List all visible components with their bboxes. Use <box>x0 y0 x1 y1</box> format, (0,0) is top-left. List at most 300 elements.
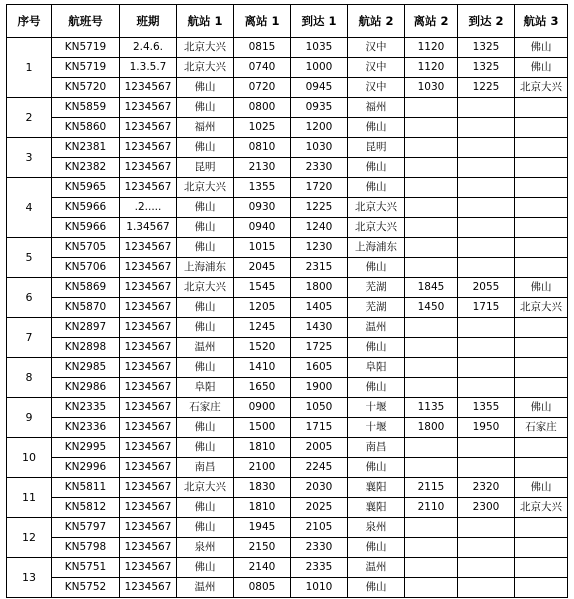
depart-2-cell: 1845 <box>405 278 458 298</box>
schedule-days-cell: 1234567 <box>120 278 177 298</box>
arrive-2-cell <box>458 338 515 358</box>
arrive-2-cell <box>458 538 515 558</box>
flight-number-cell: KN2995 <box>52 438 120 458</box>
depart-1-cell: 2150 <box>234 538 291 558</box>
table-row <box>7 138 568 158</box>
station-1-cell: 北京大兴 <box>177 478 234 498</box>
schedule-days-cell: 1234567 <box>120 378 177 398</box>
flight-number-cell: KN5965 <box>52 178 120 198</box>
header-station-1: 航站 1 <box>177 5 234 38</box>
station-2-cell: 佛山 <box>348 578 405 598</box>
header-station-2: 航站 2 <box>348 5 405 38</box>
schedule-days-cell: 1234567 <box>120 298 177 318</box>
header-depart-1: 离站 1 <box>234 5 291 38</box>
depart-2-cell <box>405 198 458 218</box>
station-2-cell: 汉中 <box>348 58 405 78</box>
depart-2-cell <box>405 238 458 258</box>
station-3-cell <box>515 198 568 218</box>
depart-2-cell <box>405 178 458 198</box>
arrive-1-cell: 1010 <box>291 578 348 598</box>
arrive-1-cell: 2025 <box>291 498 348 518</box>
station-3-cell <box>515 518 568 538</box>
arrive-2-cell <box>458 458 515 478</box>
flight-number-cell: KN5719 <box>52 38 120 58</box>
station-3-cell <box>515 98 568 118</box>
station-3-cell: 北京大兴 <box>515 78 568 98</box>
station-3-cell: 佛山 <box>515 38 568 58</box>
arrive-2-cell: 1355 <box>458 398 515 418</box>
depart-1-cell: 1015 <box>234 238 291 258</box>
station-2-cell: 佛山 <box>348 158 405 178</box>
table-row <box>7 178 568 198</box>
station-3-cell <box>515 158 568 178</box>
schedule-days-cell: 1234567 <box>120 358 177 378</box>
depart-2-cell: 1120 <box>405 38 458 58</box>
schedule-days-cell: 1234567 <box>120 438 177 458</box>
header-schedule-days: 班期 <box>120 5 177 38</box>
station-2-cell: 温州 <box>348 318 405 338</box>
station-2-cell: 佛山 <box>348 378 405 398</box>
table-row <box>7 278 568 298</box>
arrive-1-cell: 1230 <box>291 238 348 258</box>
arrive-1-cell: 1800 <box>291 278 348 298</box>
depart-1-cell: 2045 <box>234 258 291 278</box>
station-1-cell: 北京大兴 <box>177 38 234 58</box>
table-row <box>7 198 568 218</box>
station-3-cell <box>515 578 568 598</box>
arrive-1-cell: 1030 <box>291 138 348 158</box>
table-row <box>7 498 568 518</box>
station-3-cell <box>515 238 568 258</box>
depart-1-cell: 0805 <box>234 578 291 598</box>
schedule-days-cell: 1234567 <box>120 98 177 118</box>
flight-number-cell: KN5752 <box>52 578 120 598</box>
schedule-days-cell: 1234567 <box>120 238 177 258</box>
station-3-cell: 佛山 <box>515 58 568 78</box>
arrive-1-cell: 1000 <box>291 58 348 78</box>
station-3-cell <box>515 338 568 358</box>
arrive-1-cell: 0935 <box>291 98 348 118</box>
arrive-2-cell: 1950 <box>458 418 515 438</box>
station-2-cell: 佛山 <box>348 118 405 138</box>
table-row <box>7 58 568 78</box>
station-3-cell: 北京大兴 <box>515 498 568 518</box>
depart-1-cell: 0720 <box>234 78 291 98</box>
arrive-2-cell <box>458 178 515 198</box>
arrive-1-cell: 1715 <box>291 418 348 438</box>
station-2-cell: 汉中 <box>348 78 405 98</box>
station-3-cell: 石家庄 <box>515 418 568 438</box>
flight-number-cell: KN2996 <box>52 458 120 478</box>
table-row <box>7 118 568 138</box>
depart-1-cell: 1245 <box>234 318 291 338</box>
schedule-days-cell: 1234567 <box>120 518 177 538</box>
arrive-2-cell <box>458 558 515 578</box>
depart-1-cell: 1410 <box>234 358 291 378</box>
table-row <box>7 378 568 398</box>
depart-1-cell: 1545 <box>234 278 291 298</box>
station-3-cell <box>515 458 568 478</box>
depart-2-cell <box>405 558 458 578</box>
flight-number-cell: KN5812 <box>52 498 120 518</box>
arrive-2-cell <box>458 118 515 138</box>
station-2-cell: 佛山 <box>348 458 405 478</box>
table-body <box>7 38 568 598</box>
flight-number-cell: KN2336 <box>52 418 120 438</box>
arrive-1-cell: 1050 <box>291 398 348 418</box>
arrive-1-cell: 2330 <box>291 538 348 558</box>
arrive-1-cell: 1405 <box>291 298 348 318</box>
flight-number-cell: KN5719 <box>52 58 120 78</box>
arrive-2-cell <box>458 258 515 278</box>
station-2-cell: 十堰 <box>348 418 405 438</box>
station-1-cell: 佛山 <box>177 98 234 118</box>
flight-number-cell: KN5870 <box>52 298 120 318</box>
station-3-cell <box>515 538 568 558</box>
station-1-cell: 温州 <box>177 338 234 358</box>
arrive-2-cell <box>458 218 515 238</box>
station-1-cell: 佛山 <box>177 358 234 378</box>
station-3-cell <box>515 318 568 338</box>
station-3-cell: 佛山 <box>515 478 568 498</box>
depart-1-cell: 0930 <box>234 198 291 218</box>
station-2-cell: 北京大兴 <box>348 218 405 238</box>
station-1-cell: 阜阳 <box>177 378 234 398</box>
station-2-cell: 襄阳 <box>348 478 405 498</box>
arrive-2-cell <box>458 518 515 538</box>
table-row <box>7 578 568 598</box>
table-row <box>7 258 568 278</box>
station-1-cell: 泉州 <box>177 538 234 558</box>
flight-number-cell: KN2897 <box>52 318 120 338</box>
depart-2-cell: 1135 <box>405 398 458 418</box>
station-1-cell: 上海浦东 <box>177 258 234 278</box>
arrive-2-cell <box>458 158 515 178</box>
arrive-2-cell <box>458 358 515 378</box>
depart-2-cell <box>405 438 458 458</box>
station-3-cell <box>515 218 568 238</box>
flight-number-cell: KN5720 <box>52 78 120 98</box>
station-1-cell: 佛山 <box>177 558 234 578</box>
depart-1-cell: 1810 <box>234 498 291 518</box>
station-3-cell <box>515 358 568 378</box>
arrive-2-cell: 2055 <box>458 278 515 298</box>
arrive-1-cell: 1725 <box>291 338 348 358</box>
station-2-cell: 襄阳 <box>348 498 405 518</box>
group-index-cell: 13 <box>7 558 52 598</box>
schedule-days-cell: 2.4.6. <box>120 38 177 58</box>
station-3-cell <box>515 558 568 578</box>
depart-1-cell: 1500 <box>234 418 291 438</box>
table-row <box>7 38 568 58</box>
group-index-cell: 10 <box>7 438 52 478</box>
schedule-days-cell: 1234567 <box>120 78 177 98</box>
arrive-2-cell: 1325 <box>458 38 515 58</box>
station-2-cell: 泉州 <box>348 518 405 538</box>
depart-1-cell: 0800 <box>234 98 291 118</box>
arrive-2-cell <box>458 198 515 218</box>
depart-2-cell <box>405 378 458 398</box>
depart-2-cell <box>405 518 458 538</box>
schedule-days-cell: 1234567 <box>120 158 177 178</box>
flight-number-cell: KN5798 <box>52 538 120 558</box>
station-1-cell: 佛山 <box>177 218 234 238</box>
table-row <box>7 358 568 378</box>
arrive-2-cell: 1325 <box>458 58 515 78</box>
station-2-cell: 佛山 <box>348 338 405 358</box>
arrive-1-cell: 2335 <box>291 558 348 578</box>
depart-1-cell: 0810 <box>234 138 291 158</box>
schedule-days-cell: 1234567 <box>120 558 177 578</box>
arrive-2-cell <box>458 238 515 258</box>
station-3-cell <box>515 378 568 398</box>
depart-2-cell <box>405 458 458 478</box>
station-2-cell: 佛山 <box>348 538 405 558</box>
station-1-cell: 北京大兴 <box>177 58 234 78</box>
depart-1-cell: 1810 <box>234 438 291 458</box>
group-index-cell: 5 <box>7 238 52 278</box>
group-index-cell: 2 <box>7 98 52 138</box>
arrive-2-cell <box>458 98 515 118</box>
group-index-cell: 12 <box>7 518 52 558</box>
station-2-cell: 北京大兴 <box>348 198 405 218</box>
arrive-1-cell: 1240 <box>291 218 348 238</box>
arrive-2-cell <box>458 438 515 458</box>
arrive-2-cell: 1225 <box>458 78 515 98</box>
station-1-cell: 石家庄 <box>177 398 234 418</box>
depart-2-cell <box>405 258 458 278</box>
depart-1-cell: 0900 <box>234 398 291 418</box>
arrive-1-cell: 1225 <box>291 198 348 218</box>
table-row <box>7 298 568 318</box>
depart-1-cell: 1945 <box>234 518 291 538</box>
depart-1-cell: 2140 <box>234 558 291 578</box>
arrive-1-cell: 1900 <box>291 378 348 398</box>
table-row <box>7 338 568 358</box>
depart-2-cell <box>405 118 458 138</box>
station-1-cell: 佛山 <box>177 298 234 318</box>
arrive-2-cell <box>458 378 515 398</box>
arrive-1-cell: 1430 <box>291 318 348 338</box>
arrive-1-cell: 2245 <box>291 458 348 478</box>
flight-number-cell: KN5966 <box>52 198 120 218</box>
table-row <box>7 418 568 438</box>
table-row <box>7 238 568 258</box>
depart-2-cell <box>405 158 458 178</box>
station-3-cell: 佛山 <box>515 398 568 418</box>
arrive-2-cell: 2300 <box>458 498 515 518</box>
station-1-cell: 北京大兴 <box>177 178 234 198</box>
station-1-cell: 佛山 <box>177 438 234 458</box>
station-3-cell <box>515 138 568 158</box>
depart-1-cell: 0940 <box>234 218 291 238</box>
arrive-1-cell: 2005 <box>291 438 348 458</box>
flight-number-cell: KN2985 <box>52 358 120 378</box>
depart-1-cell: 1650 <box>234 378 291 398</box>
table-row <box>7 458 568 478</box>
schedule-days-cell: 1234567 <box>120 118 177 138</box>
flight-number-cell: KN5751 <box>52 558 120 578</box>
schedule-days-cell: 1234567 <box>120 458 177 478</box>
depart-2-cell: 1800 <box>405 418 458 438</box>
station-3-cell <box>515 258 568 278</box>
depart-1-cell: 1205 <box>234 298 291 318</box>
depart-2-cell: 2115 <box>405 478 458 498</box>
schedule-days-cell: 1234567 <box>120 478 177 498</box>
group-index-cell: 8 <box>7 358 52 398</box>
station-1-cell: 佛山 <box>177 78 234 98</box>
station-1-cell: 福州 <box>177 118 234 138</box>
schedule-days-cell: 1.3.5.7 <box>120 58 177 78</box>
group-index-cell: 1 <box>7 38 52 98</box>
flight-number-cell: KN5859 <box>52 98 120 118</box>
arrive-2-cell <box>458 138 515 158</box>
header-row <box>7 5 568 38</box>
flight-number-cell: KN5869 <box>52 278 120 298</box>
arrive-1-cell: 2315 <box>291 258 348 278</box>
depart-2-cell <box>405 318 458 338</box>
schedule-days-cell: .2..... <box>120 198 177 218</box>
depart-1-cell: 1830 <box>234 478 291 498</box>
schedule-days-cell: 1234567 <box>120 178 177 198</box>
schedule-days-cell: 1234567 <box>120 258 177 278</box>
depart-2-cell: 2110 <box>405 498 458 518</box>
station-3-cell <box>515 118 568 138</box>
station-2-cell: 上海浦东 <box>348 238 405 258</box>
station-2-cell: 芜湖 <box>348 298 405 318</box>
group-index-cell: 3 <box>7 138 52 178</box>
depart-2-cell <box>405 138 458 158</box>
arrive-1-cell: 1605 <box>291 358 348 378</box>
arrive-1-cell: 0945 <box>291 78 348 98</box>
arrive-1-cell: 1035 <box>291 38 348 58</box>
header-arrive-1: 到达 1 <box>291 5 348 38</box>
station-2-cell: 昆明 <box>348 138 405 158</box>
table-row <box>7 558 568 578</box>
table-row <box>7 478 568 498</box>
flight-number-cell: KN2986 <box>52 378 120 398</box>
table-row <box>7 538 568 558</box>
header-station-3: 航站 3 <box>515 5 568 38</box>
header-flight-number: 航班号 <box>52 5 120 38</box>
arrive-1-cell: 1200 <box>291 118 348 138</box>
flight-number-cell: KN2381 <box>52 138 120 158</box>
depart-2-cell: 1030 <box>405 78 458 98</box>
depart-2-cell <box>405 338 458 358</box>
depart-1-cell: 2130 <box>234 158 291 178</box>
schedule-days-cell: 1234567 <box>120 538 177 558</box>
station-1-cell: 佛山 <box>177 418 234 438</box>
group-index-cell: 11 <box>7 478 52 518</box>
group-index-cell: 6 <box>7 278 52 318</box>
schedule-days-cell: 1234567 <box>120 138 177 158</box>
depart-1-cell: 1355 <box>234 178 291 198</box>
schedule-days-cell: 1234567 <box>120 398 177 418</box>
arrive-1-cell: 2330 <box>291 158 348 178</box>
table-row <box>7 318 568 338</box>
arrive-1-cell: 2105 <box>291 518 348 538</box>
schedule-days-cell: 1234567 <box>120 338 177 358</box>
station-1-cell: 佛山 <box>177 238 234 258</box>
schedule-days-cell: 1234567 <box>120 318 177 338</box>
table-row <box>7 518 568 538</box>
station-1-cell: 佛山 <box>177 198 234 218</box>
table-row <box>7 98 568 118</box>
schedule-days-cell: 1.34567 <box>120 218 177 238</box>
flight-number-cell: KN5811 <box>52 478 120 498</box>
station-2-cell: 温州 <box>348 558 405 578</box>
header-index: 序号 <box>7 5 52 38</box>
arrive-2-cell: 1715 <box>458 298 515 318</box>
depart-1-cell: 2100 <box>234 458 291 478</box>
depart-1-cell: 0740 <box>234 58 291 78</box>
station-3-cell <box>515 178 568 198</box>
depart-2-cell <box>405 218 458 238</box>
header-arrive-2: 到达 2 <box>458 5 515 38</box>
station-2-cell: 福州 <box>348 98 405 118</box>
schedule-days-cell: 1234567 <box>120 578 177 598</box>
flight-number-cell: KN5966 <box>52 218 120 238</box>
station-1-cell: 佛山 <box>177 498 234 518</box>
station-3-cell: 佛山 <box>515 278 568 298</box>
station-2-cell: 汉中 <box>348 38 405 58</box>
flight-number-cell: KN5860 <box>52 118 120 138</box>
station-3-cell <box>515 438 568 458</box>
arrive-1-cell: 1720 <box>291 178 348 198</box>
schedule-days-cell: 1234567 <box>120 498 177 518</box>
station-1-cell: 温州 <box>177 578 234 598</box>
table-row <box>7 158 568 178</box>
depart-1-cell: 1520 <box>234 338 291 358</box>
schedule-days-cell: 1234567 <box>120 418 177 438</box>
depart-2-cell <box>405 98 458 118</box>
station-1-cell: 佛山 <box>177 138 234 158</box>
depart-2-cell <box>405 358 458 378</box>
depart-1-cell: 0815 <box>234 38 291 58</box>
table-row <box>7 218 568 238</box>
arrive-2-cell: 2320 <box>458 478 515 498</box>
station-1-cell: 佛山 <box>177 518 234 538</box>
table-row <box>7 78 568 98</box>
station-1-cell: 南昌 <box>177 458 234 478</box>
flight-number-cell: KN2382 <box>52 158 120 178</box>
arrive-1-cell: 2030 <box>291 478 348 498</box>
station-2-cell: 佛山 <box>348 178 405 198</box>
flight-number-cell: KN5705 <box>52 238 120 258</box>
station-1-cell: 昆明 <box>177 158 234 178</box>
station-2-cell: 芜湖 <box>348 278 405 298</box>
depart-2-cell: 1450 <box>405 298 458 318</box>
table-row <box>7 438 568 458</box>
station-1-cell: 佛山 <box>177 318 234 338</box>
station-3-cell: 北京大兴 <box>515 298 568 318</box>
depart-2-cell: 1120 <box>405 58 458 78</box>
depart-2-cell <box>405 578 458 598</box>
station-1-cell: 北京大兴 <box>177 278 234 298</box>
station-2-cell: 佛山 <box>348 258 405 278</box>
group-index-cell: 4 <box>7 178 52 238</box>
flight-number-cell: KN5706 <box>52 258 120 278</box>
flight-schedule-sheet <box>6 4 568 598</box>
flight-number-cell: KN2335 <box>52 398 120 418</box>
arrive-2-cell <box>458 578 515 598</box>
depart-1-cell: 1025 <box>234 118 291 138</box>
group-index-cell: 7 <box>7 318 52 358</box>
station-2-cell: 十堰 <box>348 398 405 418</box>
group-index-cell: 9 <box>7 398 52 438</box>
depart-2-cell <box>405 538 458 558</box>
header-depart-2: 离站 2 <box>405 5 458 38</box>
